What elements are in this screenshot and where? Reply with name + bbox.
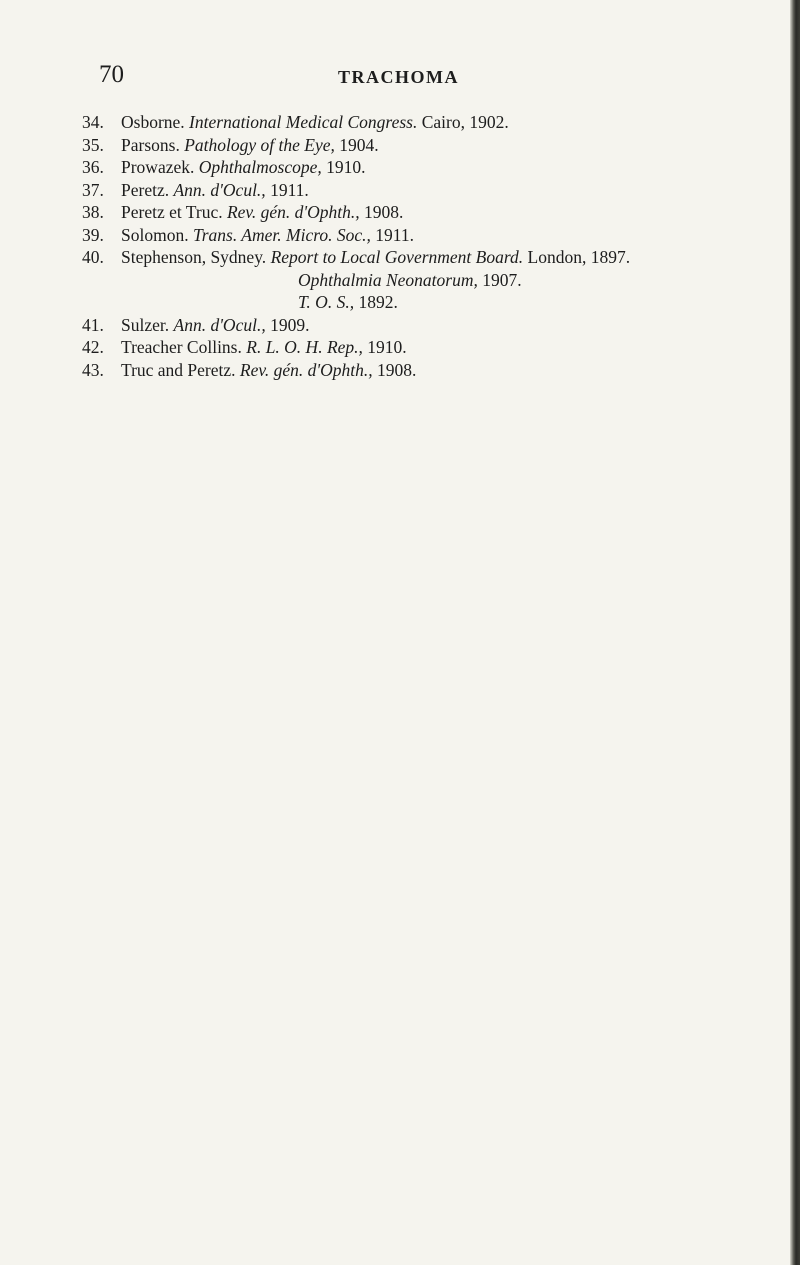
reference-number: 41.	[82, 314, 104, 335]
reference-author: Osborne.	[121, 112, 185, 132]
reference-number: 38.	[82, 202, 104, 222]
running-title: TRACHOMA	[338, 67, 459, 87]
reference-author: Parsons.	[121, 134, 180, 155]
reference-details: 1910.	[367, 337, 407, 357]
reference-title: Ophthalmoscope,	[198, 157, 322, 177]
reference-number: 39.	[82, 224, 104, 245]
reference-40	[82, 246, 782, 269]
reference-author: Peretz.	[121, 179, 170, 200]
reference-36	[82, 156, 782, 179]
reference-title: Pathology of the Eye,	[184, 134, 335, 155]
reference-details: Cairo, 1902.	[421, 112, 509, 132]
reference-37	[82, 179, 782, 202]
reference-title: Rev. gén. d'Ophth.,	[239, 359, 373, 380]
reference-details: 1908.	[376, 359, 417, 380]
reference-list	[82, 111, 782, 381]
reference-38	[82, 201, 782, 224]
reference-number: 34.	[82, 112, 104, 132]
reference-42	[82, 336, 782, 359]
reference-details: 1911.	[375, 224, 415, 245]
reference-author: Stephenson, Sydney.	[121, 247, 267, 267]
page-edge-shadow	[790, 0, 800, 1265]
reference-number: 36.	[82, 157, 104, 177]
reference-41	[82, 314, 782, 337]
reference-author: Truc and Peretz.	[121, 359, 236, 380]
reference-39	[82, 224, 782, 247]
reference-title: Trans. Amer. Micro. Soc.,	[192, 224, 371, 245]
reference-title: Report to Local Government Board.	[270, 247, 524, 267]
reference-number: 43.	[82, 359, 104, 380]
reference-title: R. L. O. H. Rep.,	[246, 337, 363, 357]
reference-title: International Medical Congress.	[189, 112, 418, 132]
reference-details: 1892.	[358, 292, 398, 312]
page-header	[0, 60, 790, 90]
reference-author: Prowazek.	[121, 157, 195, 177]
reference-details: 1904.	[339, 134, 379, 155]
reference-40-continuation	[82, 269, 782, 292]
reference-title: Rev. gén. d'Ophth.,	[226, 202, 360, 222]
reference-title: Ann. d'Ocul.,	[173, 179, 266, 200]
reference-author: Sulzer.	[121, 314, 170, 335]
reference-43	[82, 359, 782, 382]
reference-number: 42.	[82, 337, 104, 357]
reference-title: T. O. S.,	[298, 292, 355, 312]
reference-34	[82, 111, 782, 134]
reference-details: 1907.	[482, 269, 522, 290]
reference-40-continuation	[82, 291, 782, 314]
reference-author: Treacher Collins.	[121, 337, 242, 357]
reference-author: Peretz et Truc.	[121, 202, 223, 222]
reference-title: Ann. d'Ocul.,	[173, 314, 266, 335]
reference-number: 37.	[82, 179, 104, 200]
reference-number: 35.	[82, 134, 104, 155]
reference-details: London, 1897.	[527, 247, 631, 267]
reference-details: 1908.	[364, 202, 404, 222]
reference-details: 1911.	[270, 179, 309, 200]
reference-details: 1909.	[270, 314, 310, 335]
reference-number: 40.	[82, 247, 104, 267]
reference-details: 1910.	[326, 157, 366, 177]
reference-35	[82, 134, 782, 157]
page-number: 70	[99, 61, 124, 88]
reference-author: Solomon.	[121, 224, 189, 245]
reference-title: Ophthalmia Neonatorum,	[298, 269, 478, 290]
